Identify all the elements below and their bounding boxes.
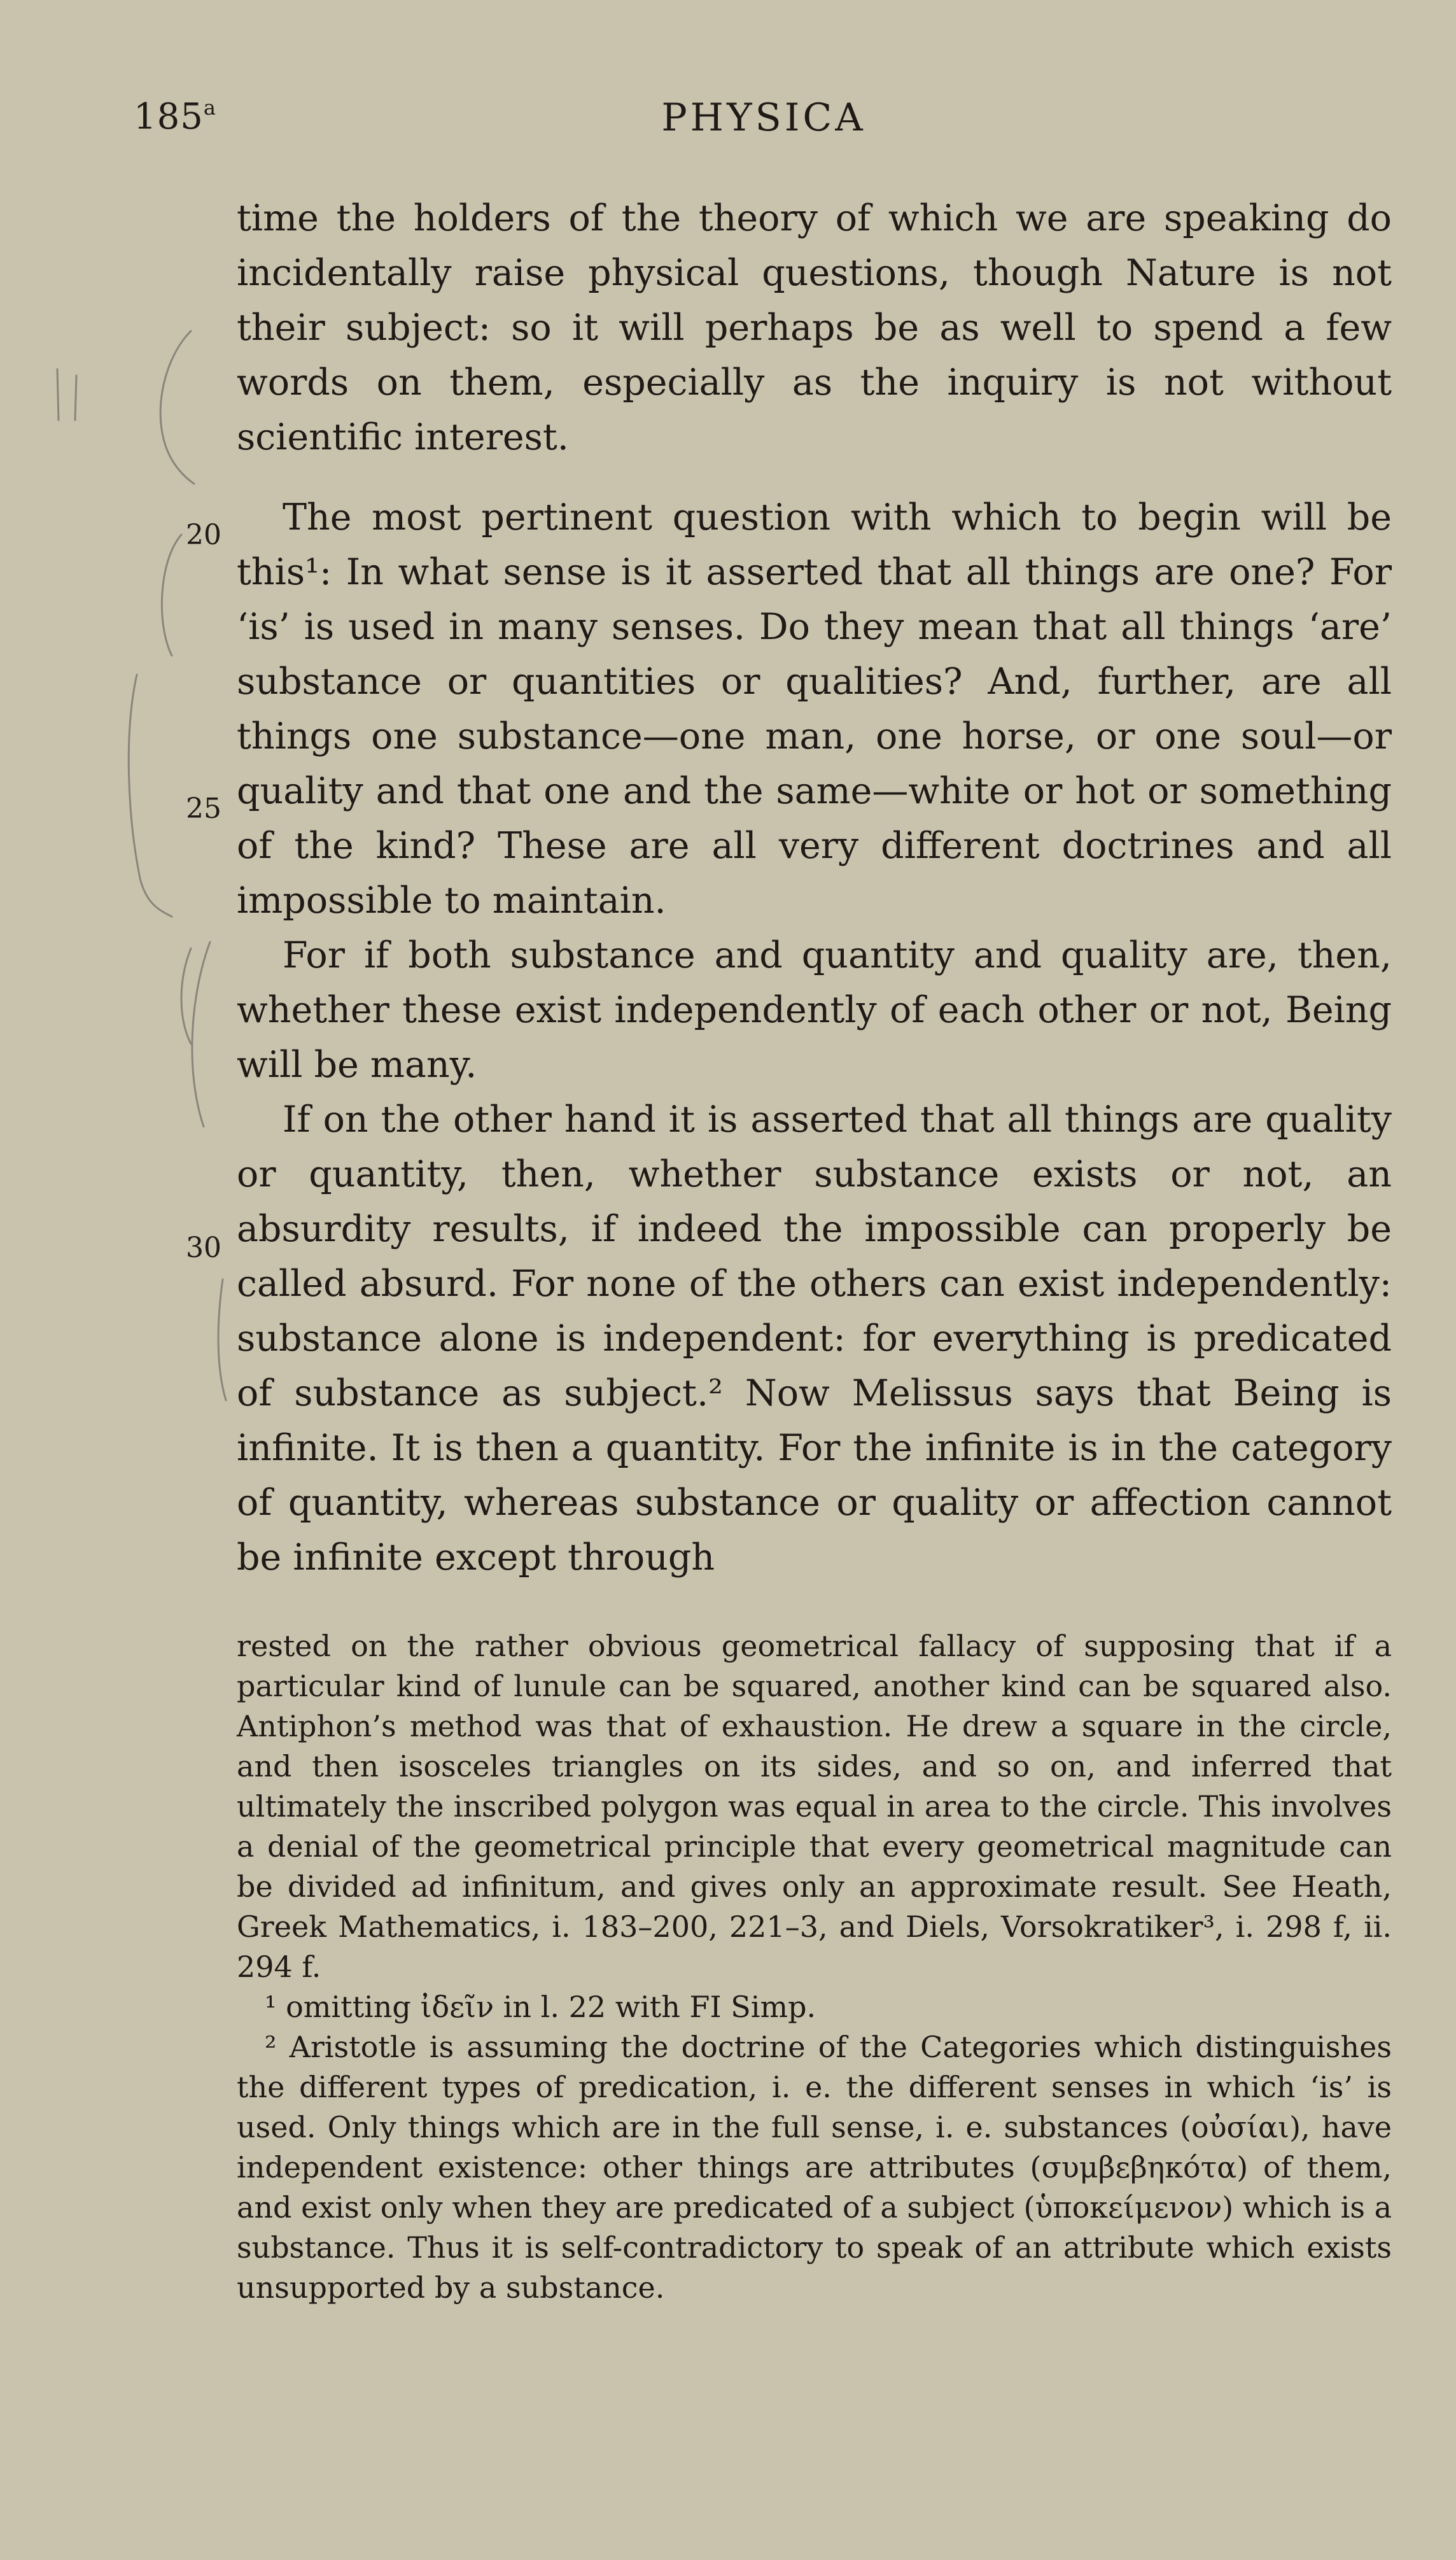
main-text (237, 191, 1392, 1585)
paragraph-3: For if both substance and quantity and quality are, then, whether these exist independently of each other or not, Being will be many. (237, 934, 1392, 1086)
footnote-continuation: rested on the rather obvious geometrical fallacy of supposing that if a particular kind of lunule can be squared, another kind can be squared also. Antiphon’s method was that of exhaustion. He drew a square in the circle, and then isosceles triangles on its sides, and so on, and inferred that ultimately the inscribed polygon was equal in area to the circle. This involves a denial of the geometrical principle that every geometrical magnitude can be divided ad infinitum, and gives only an approximate result. See Heath, Greek Mathematics, i. 183–200, 221–3, and Diels, Vorsokratiker³, i. 298 f, ii. 294 f. (237, 1629, 1392, 1984)
running-head (134, 95, 1394, 146)
line-number-30: 30 (186, 1232, 221, 1264)
pencil-bracket-mark (57, 369, 76, 420)
paragraph-1: time the holders of the theory of which we are speaking do incidentally raise physical questions, though Nature is not their subject: so it will perhaps be as well to spend a few words on them, especially as the inquiry is not without scientific interest. (237, 197, 1392, 458)
pencil-bracket-mark (129, 675, 172, 917)
pencil-bracket-mark (162, 535, 181, 656)
pencil-margin-marks (0, 0, 237, 2560)
pencil-bracket-mark (160, 331, 194, 484)
footnote-2: ² Aristotle is assuming the doctrine of the Categories which distinguishes the different types of predication, i. e. the different senses in which ‘is’ is used. Only things which are in the full sense, i. e. substances (οὐσίαι), have independent existence: other things are attributes (συμβεβηκότα) of them, and exist only when they are predicated of a subject (ὑποκείμενον) which is a substance. Thus it is self-contradictory to speak of an attribute which exists unsupported by a substance. (237, 2030, 1392, 2305)
footnotes (237, 1626, 1392, 2308)
footnote-1: ¹ omitting ἰδεῖν in l. 22 with FI Simp. (265, 1990, 816, 2024)
page-title: PHYSICA (661, 95, 866, 140)
pencil-bracket-mark (218, 1279, 226, 1400)
paragraph-2: The most pertinent question with which to begin will be this¹: In what sense is it asserted that all things are one? For ‘is’ is used in many senses. Do they mean that all things ‘are’ substance or quantities or qualities? And, further, are all things one substance—one man, one horse, or one soul—or quality and that one and the same—white or hot or something of the kind? These are all very different doctrines and all impossible to maintain. (237, 496, 1392, 922)
pencil-bracket-mark (181, 948, 191, 1044)
paragraph-4: If on the other hand it is asserted that all things are quality or quantity, then, whether substance exists or not, an absurdity results, if indeed the impossible can properly be called absurd. For none of the others can exist independently: substance alone is independent: for everything is predicated of substance as subject.² Now Melissus says that Being is infinite. It is then a quantity. For the infinite is in the category of quantity, whereas substance or quality or affection cannot be infinite except through (237, 1099, 1392, 1579)
page-column-letter: a (203, 95, 216, 120)
line-number-25: 25 (186, 792, 221, 825)
line-number-20: 20 (186, 519, 221, 551)
pencil-bracket-mark (192, 942, 210, 1127)
page-number: 185$^a$ (134, 95, 216, 137)
